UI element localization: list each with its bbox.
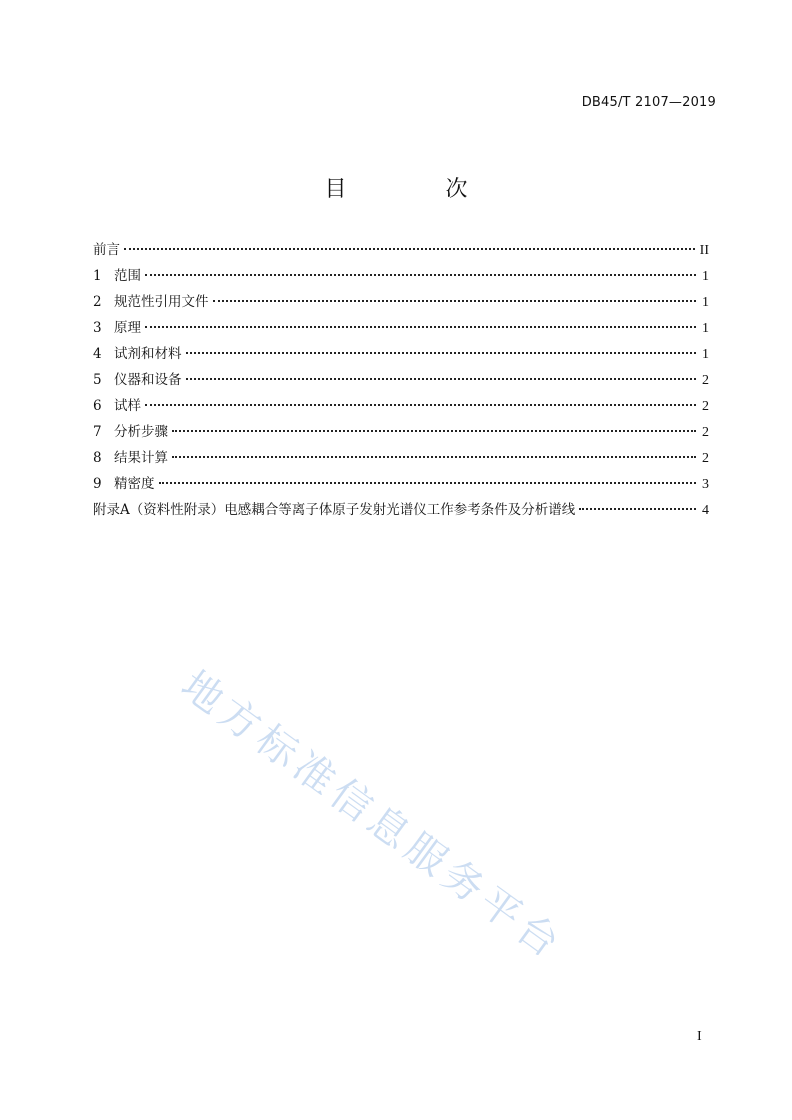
toc-entry-sample[interactable] (93, 394, 709, 420)
toc-entry-label: 精密度 (114, 476, 155, 492)
toc-entry-number: 2 (93, 294, 102, 310)
toc-entry-precision[interactable] (93, 472, 709, 498)
toc-entry-procedure[interactable] (93, 420, 709, 446)
toc-entry-number: 5 (93, 372, 102, 388)
toc-entry-principle[interactable] (93, 316, 709, 342)
toc-entry-label: 试剂和材料 (114, 346, 182, 362)
toc-entry-label: 原理 (114, 320, 141, 336)
toc-dot-leader (172, 456, 696, 458)
toc-entry-label: 范围 (114, 268, 141, 284)
toc-entry-page: 1 (702, 347, 709, 362)
toc-entry-label: 规范性引用文件 (114, 294, 209, 310)
toc-dot-leader (145, 404, 696, 406)
toc-entry-annex-a[interactable] (93, 498, 709, 524)
toc-entry-page: 3 (702, 477, 709, 492)
toc-entry-apparatus[interactable] (93, 368, 709, 394)
toc-entry-number: 6 (93, 398, 102, 414)
toc-entry-reagents[interactable] (93, 342, 709, 368)
toc-dot-leader (172, 430, 696, 432)
toc-dot-leader (579, 508, 696, 510)
toc-entry-label: 结果计算 (114, 450, 168, 466)
toc-entry-calculation[interactable] (93, 446, 709, 472)
toc-dot-leader (124, 248, 695, 250)
toc-entry-foreword[interactable] (93, 238, 709, 264)
page-number: I (697, 1029, 702, 1044)
toc-entry-number: 9 (93, 476, 102, 492)
toc-entry-label: 试样 (114, 398, 141, 414)
toc-entry-scope[interactable] (93, 264, 709, 290)
toc-dot-leader (145, 274, 696, 276)
toc-entry-label: 前言 (93, 242, 120, 258)
toc-entry-page: 2 (702, 399, 709, 414)
toc-entry-page: 2 (702, 425, 709, 440)
toc-entry-number: 8 (93, 450, 102, 466)
toc-dot-leader (159, 482, 697, 484)
toc-entry-label: 附录A（资料性附录）电感耦合等离子体原子发射光谱仪工作参考条件及分析谱线 (93, 502, 576, 518)
toc-entry-page: II (699, 243, 709, 258)
toc-entry-page: 4 (702, 503, 709, 518)
toc-entry-number: 3 (93, 320, 102, 336)
toc-entry-page: 1 (702, 269, 709, 284)
toc-dot-leader (145, 326, 696, 328)
toc-entry-page: 1 (702, 321, 709, 336)
document-code: DB45/T 2107—2019 (581, 95, 716, 110)
watermark: 地方标准信息服务平台 (172, 662, 572, 970)
toc-entry-page: 2 (702, 373, 709, 388)
toc-entry-normative-references[interactable] (93, 290, 709, 316)
toc-entry-label: 分析步骤 (114, 424, 168, 440)
toc-entry-number: 1 (93, 268, 102, 284)
table-of-contents (93, 238, 709, 524)
toc-dot-leader (186, 378, 697, 380)
toc-entry-number: 7 (93, 424, 102, 440)
toc-entry-label: 仪器和设备 (114, 372, 182, 388)
toc-entry-page: 1 (702, 295, 709, 310)
toc-dot-leader (213, 300, 697, 302)
toc-dot-leader (186, 352, 697, 354)
toc-entry-number: 4 (93, 346, 102, 362)
page-title: 目 次 (324, 177, 514, 202)
toc-entry-page: 2 (702, 451, 709, 466)
